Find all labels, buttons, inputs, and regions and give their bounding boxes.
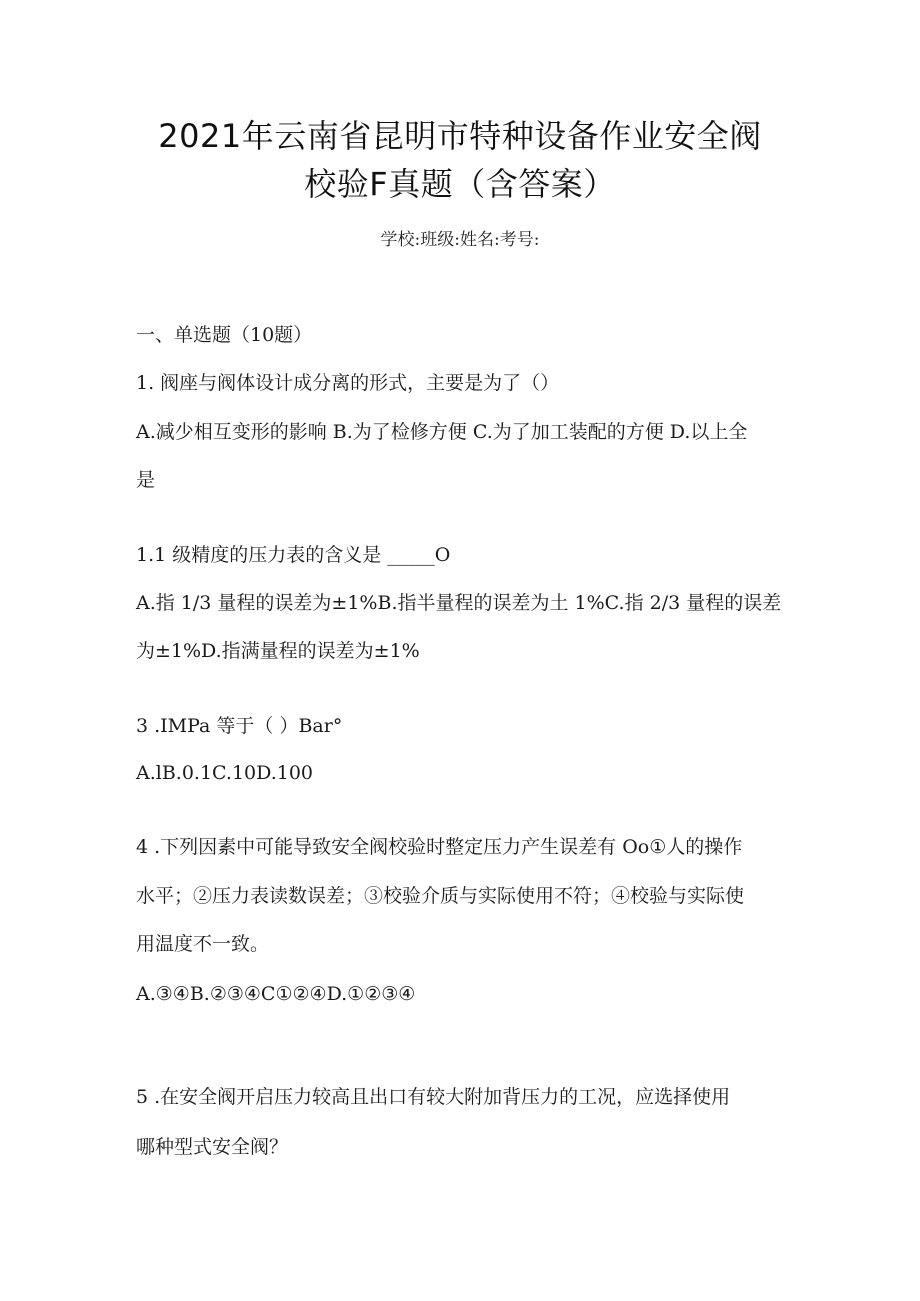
question-1-options: A.减少相互变形的影响 B.为了检修方便 C.为了加工装配的方便 D.以上全	[136, 421, 748, 443]
question-2-text: 1.1 级精度的压力表的含义是 _____O	[136, 544, 451, 566]
question-1-options-cont: 是	[136, 469, 156, 491]
document-title-line1: 2021年云南省昆明市特种设备作业安全阀	[158, 117, 762, 155]
question-3-text: 3 .IMPa 等于（ ）Bar°	[136, 715, 343, 737]
student-info-line: 学校:班级:姓名:考号:	[380, 230, 540, 250]
question-4-text-cont2: 用温度不一致。	[136, 933, 270, 955]
question-3-options: A.lB.0.1C.10D.100	[136, 762, 313, 784]
question-1-text: 1. 阀座与阀体设计成分离的形式，主要是为了（）	[136, 372, 560, 394]
question-4-options: A.③④B.②③④C①②④D.①②③④	[136, 983, 416, 1005]
section-heading: 一、单选题（10题）	[136, 324, 313, 346]
question-5-text: 5 .在安全阀开启压力较高且出口有较大附加背压力的工况，应选择使用	[136, 1086, 731, 1108]
question-4-text: 4 .下列因素中可能导致安全阀校验时整定压力产生误差有 Oo①人的操作	[136, 836, 743, 858]
question-5-text-cont: 哪种型式安全阀？	[136, 1136, 289, 1158]
document-title-line2: 校验F真题（含答案）	[304, 165, 616, 203]
question-2-options-cont: 为±1%D.指满量程的误差为±1%	[136, 640, 420, 662]
question-2-options: A.指 1/3 量程的误差为±1%B.指半量程的误差为土 1%C.指 2/3 量程的误差	[136, 592, 782, 614]
question-4-text-cont1: 水平；②压力表读数误差；③校验介质与实际使用不符；④校验与实际使	[136, 885, 745, 907]
